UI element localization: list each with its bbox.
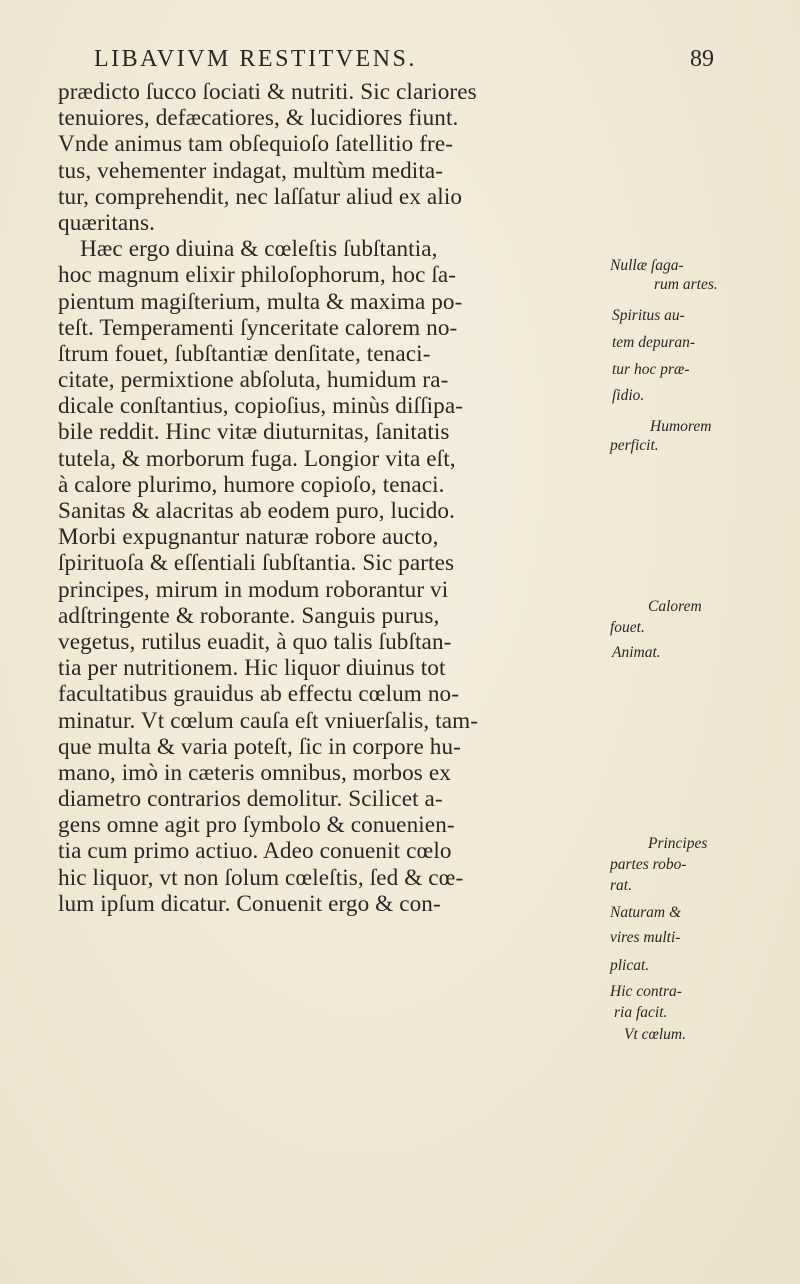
text-line: bile reddit. Hinc vitæ diuturnitas, ſanitatis xyxy=(58,419,450,446)
margin-note: perficit. xyxy=(610,437,659,454)
text-line: tus, vehementer indagat, multùm medita- xyxy=(58,157,444,184)
margin-note: Spiritus au- xyxy=(612,307,685,324)
margin-note: Hic contra- xyxy=(610,983,682,1000)
margin-note: ria facit. xyxy=(614,1004,668,1021)
text-line: lum ipſum dicatur. Conuenit ergo & con- xyxy=(58,890,441,917)
margin-note: rum artes. xyxy=(654,276,718,293)
margin-note: Vt cœlum. xyxy=(624,1026,686,1043)
text-line: Morbi expugnantur naturæ robore aucto, xyxy=(58,524,439,551)
margin-note: plicat. xyxy=(610,957,650,974)
text-line: gens omne agit pro ſymbolo & conuenien- xyxy=(58,812,455,839)
margin-note: rat. xyxy=(610,877,632,894)
margin-note: Naturam & xyxy=(610,904,682,921)
text-line: à calore plurimo, humore copioſo, tenaci. xyxy=(58,471,445,498)
text-line: quæritans. xyxy=(58,209,155,236)
text-line: tenuiores, defæcatiores, & lucidiores fiunt. xyxy=(58,105,459,132)
text-line: vegetus, rutilus euadit, à quo talis ſubſtan- xyxy=(58,628,452,655)
margin-note: Animat. xyxy=(612,644,661,661)
running-title: LIBAVIVM RESTITVENS. xyxy=(94,46,417,72)
text-line: facultatibus grauidus ab effectu cœlum no- xyxy=(58,681,460,708)
text-line: dicale conſtantius, copioſius, minùs diſſipa- xyxy=(58,393,464,420)
margin-note: fouet. xyxy=(610,619,645,636)
margin-note: vires multi- xyxy=(610,929,681,946)
margin-note: Nullæ ſaga- xyxy=(610,257,684,274)
text-line: diametro contrarios demolitur. Scilicet a- xyxy=(58,786,443,813)
text-line: teſt. Temperamenti ſynceritate calorem no- xyxy=(58,314,458,341)
margin-note: Principes xyxy=(648,835,708,852)
text-line: Hæc ergo diuina & cœleſtis ſubſtantia, xyxy=(80,236,438,263)
text-line: ſpirituoſa & eſſentiali ſubſtantia. Sic partes xyxy=(58,550,455,577)
text-line: prædicto ſucco ſociati & nutriti. Sic clariores xyxy=(58,79,477,105)
text-line: minatur. Vt cœlum cauſa eſt vniuerſalis, tam- xyxy=(58,707,479,734)
margin-note: tem depuran- xyxy=(612,334,696,351)
text-line: mano, imò in cæteris omnibus, morbos ex xyxy=(58,759,451,786)
text-line: hoc magnum elixir philoſophorum, hoc ſa- xyxy=(58,262,457,289)
margin-note: Humorem xyxy=(650,418,712,435)
body-text xyxy=(58,79,613,917)
text-line: tia cum primo actiuo. Adeo conuenit cœlo xyxy=(58,838,452,865)
text-line: citate, permixtione abſoluta, humidum ra- xyxy=(58,367,449,394)
text-line: adſtringente & roborante. Sanguis purus, xyxy=(58,602,440,629)
text-line: principes, mirum in modum roborantur vi xyxy=(58,576,449,603)
text-line: Sanitas & alacritas ab eodem puro, lucido. xyxy=(58,498,455,524)
margin-note: partes robo- xyxy=(610,856,687,873)
text-line: que multa & varia poteſt, ſic in corpore hu- xyxy=(58,733,461,760)
text-line: tur, comprehendit, nec laſſatur aliud ex alio xyxy=(58,183,463,210)
page-number: 89 xyxy=(690,46,714,72)
margin-note: ſidio. xyxy=(612,387,645,404)
text-line: Vnde animus tam obſequioſo ſatellitio fre- xyxy=(58,131,454,158)
margin-note: tur hoc præ- xyxy=(612,361,690,378)
text-line: tia per nutritionem. Hic liquor diuinus tot xyxy=(58,655,446,682)
text-line: tutela, & morborum fuga. Longior vita eſt, xyxy=(58,445,456,472)
text-line: pientum magiſterium, multa & maxima po- xyxy=(58,288,463,315)
margin-note: Calorem xyxy=(648,598,702,615)
text-line: hic liquor, vt non ſolum cœleſtis, ſed & cœ- xyxy=(58,864,464,891)
text-line: ſtrum fouet, ſubſtantiæ denſitate, tenaci- xyxy=(58,340,431,367)
